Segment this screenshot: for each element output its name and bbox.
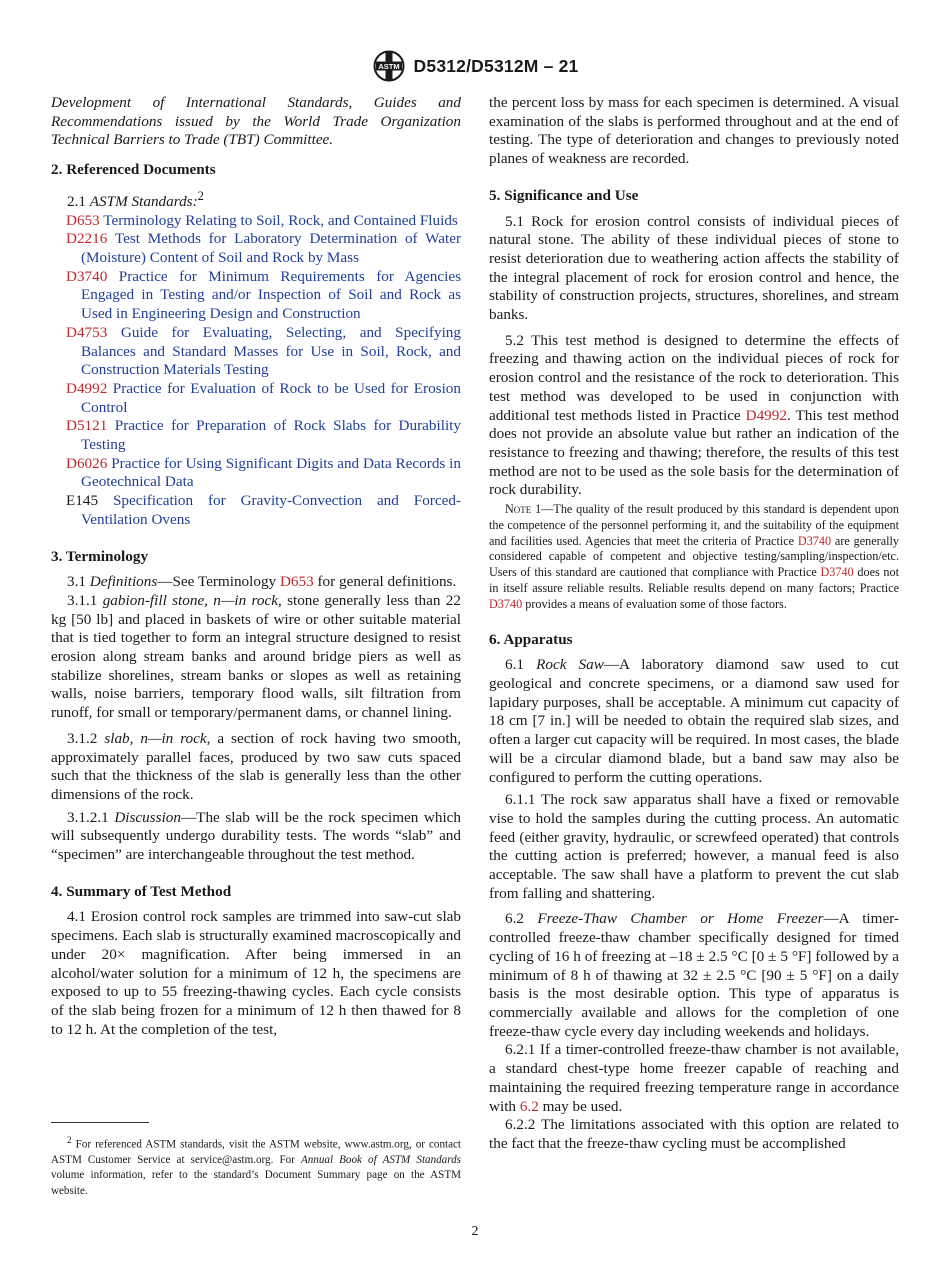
section-6-1-1: 6.1.1 The rock saw apparatus shall have a fixed or removable vise to hold the samples during the cutting process. An automatic feed (either gravity, hydraulic, or screwfeed operated) that controls the cutting action is preferred; however, a manual feed is also acceptable. The saw shall have a platform to prevent the cut slab from falling and shattering. <box>489 791 899 902</box>
right-column <box>489 94 899 1154</box>
reference-item <box>51 230 461 267</box>
section-2-heading: 2. Referenced Documents <box>51 161 216 179</box>
reference-item <box>51 492 461 529</box>
reference-title-link[interactable]: Practice for Using Significant Digits and Data Records in Geotechnical Data <box>81 454 461 491</box>
section-6-2-1: 6.2.1 If a timer-controlled freeze-thaw chamber is not available, a standard chest-type home freezer capable of reaching and maintaining the required freezing temperature range in accordance with 6.2 may be used. <box>489 1041 899 1115</box>
reference-item <box>51 455 461 492</box>
reference-code: E145 <box>66 492 99 510</box>
referenced-documents-list <box>51 212 461 530</box>
section-2-1: 2.1 ASTM Standards:$^2$ <box>67 188 204 210</box>
document-designation: D5312/D5312M – 21 <box>413 55 579 76</box>
section-5-1: 5.1 Rock for erosion control consists of individual pieces of natural stone. The ability of these individual pieces of stone to resist deterioration due to weathering action affects the stability of the integral placement of rock for erosion control and hence, the stability of construction projects, structures, shorelines, and stream banks. <box>489 212 899 324</box>
reference-title-link[interactable]: Practice for Preparation of Rock Slabs for Durability Testing <box>81 417 461 454</box>
reference-link[interactable]: D3740 <box>820 565 854 580</box>
section-link[interactable]: 6.2 <box>519 1097 539 1115</box>
page-number: 2 <box>471 1224 479 1239</box>
reference-code-link[interactable]: D3740 <box>66 267 108 285</box>
footnote-ref-2[interactable]: 2 <box>197 188 204 203</box>
section-3-1-2-1: 3.1.2.1 Discussion—The slab will be the rock specimen which will subsequently undergo durability tests. The words “slab” and “specimen” are interchangeable throughout the test method. <box>51 808 461 864</box>
reference-title-link[interactable]: Guide for Evaluating, Selecting, and Specifying Balances and Standard Masses for Use in Soil, Rock, and Construction Materials Testing <box>81 323 461 379</box>
footnote-2: $^2$ For referenced ASTM standards, visit the ASTM website, www.astm.org, or contact ASTM Customer Service at service@astm.org. For Annual Book of ASTM Standards volume information, refer to the standard’s Document Summary page on the ASTM website. <box>51 1136 461 1197</box>
astm-logo-icon <box>372 50 406 82</box>
reference-code-link[interactable]: D6026 <box>66 454 108 472</box>
reference-code-link[interactable]: D4992 <box>66 379 108 397</box>
section-4-heading: 4. Summary of Test Method <box>51 882 232 900</box>
reference-item <box>51 380 461 417</box>
left-column <box>51 94 461 1039</box>
section-4-1: 4.1 Erosion control rock samples are trimmed into saw-cut slab specimens. Each slab is structurally examined macroscopically and under 20× magnification. After being immersed in an alcohol/water solution for a minimum of 12 h, the specimens are exposed to up to 55 freezing-thawing cycles. Each cycle consists of the slab being frozen for a minimum of 12 h then thawed for 8 to 12 h. At the completion of the test, <box>51 908 461 1038</box>
reference-item <box>51 212 461 231</box>
note-1: Note 1—The quality of the result produced by this standard is dependent upon the competence of the personnel performing it, and the suitability of the equipment and facilities used. Agencies that meet the criteria of Practice D3740 are generally considered capable of competent and objective testing/sampling/inspection/etc. Users of this standard are cautioned that compliance with Practice D3740 does not in itself assure reliable results. Reliable results depend on many factors; Practice D3740 provides a means of evaluation some of those factors. <box>489 502 899 611</box>
note-label: Note <box>505 502 532 517</box>
section-3-1-1: 3.1.1 gabion-fill stone, n—in rock, stone generally less than 22 kg [50 lb] and placed in baskets of wire or other suitable material that is tied together to form an integral structure designed to resist erosion along stream banks and around bridge piers as well as stabilize shorelines, stream banks or slopes as well as retaining walls, noise barriers, temporary flood walls, silt filtration from runoff, for small or temporary/permanent dams, or channel lining. <box>51 591 461 722</box>
svg-text:ASTM: ASTM <box>377 62 400 72</box>
section-4-1-continued: the percent loss by mass for each specimen is determined. A visual examination of the slabs is performed throughout and at the end of testing. The type of deterioration and changes to previously noted planes of weakness are recorded. <box>489 94 899 168</box>
intro-paragraph: Development of International Standards, Guides and Recommendations issued by the World Trade Organization Technical Barriers to Trade (TBT) Committee. <box>51 94 461 149</box>
section-6-2-2: 6.2.2 The limitations associated with this option are related to the fact that the freeze-thaw cycling must be accomplished <box>489 1116 899 1152</box>
reference-title-link[interactable]: Terminology Relating to Soil, Rock, and Contained Fluids <box>99 211 458 229</box>
reference-title-link[interactable]: Specification for Gravity-Convection and Forced-Ventilation Ovens <box>81 492 461 528</box>
section-6-heading: 6. Apparatus <box>489 630 573 648</box>
reference-code-link[interactable]: D4753 <box>66 323 108 341</box>
reference-code-link[interactable]: D2216 <box>66 230 108 248</box>
reference-title-link[interactable]: Test Methods for Laboratory Determination of Water (Moisture) Content of Soil and Rock by Mass <box>81 230 461 266</box>
section-5-2: 5.2 This test method is designed to determine the effects of freezing and thawing action on the individual pieces of rock for erosion control and the resistance of the rock to deterioration. This test method was developed to be used in conjunction with additional test methods listed in Practice D4992. This test method does not provide an absolute value but rather an indication of the resistance to freezing and thawing; therefore, the results of this test method are not to be used as the sole basis for the determination of rock durability. <box>489 331 899 499</box>
reference-link[interactable]: D3740 <box>797 533 832 548</box>
reference-item <box>51 324 461 380</box>
reference-item <box>51 417 461 454</box>
reference-link[interactable]: D3740 <box>489 596 523 611</box>
footnote-divider <box>51 1122 149 1123</box>
section-3-1-2: 3.1.2 slab, n—in rock, a section of rock having two smooth, approximately parallel faces, produced by two saw cuts spaced such that the thickness of the slab is generally less than the other dimensions of the rock. <box>51 729 462 803</box>
section-3-1: 3.1 Definitions—See Terminology D653 for general definitions. <box>67 573 457 591</box>
section-6-1: 6.1 Rock Saw—A laboratory diamond saw used to cut geological and concrete specimens, or a diamond saw used for lapidary purposes, shall be acceptable. A minimum cut capacity of 18 cm [7 in.] will be needed to obtain the required slab sizes, and often a larger cut capacity will be required. In most cases, the blade will be a circular diamond blade, but a band saw may also be configured to perform the cutting operations. <box>489 656 900 786</box>
reference-title-link[interactable]: Practice for Minimum Requirements for Agencies Engaged in Testing and/or Inspection of Soil and Rock as Used in Engineering Design and Construction <box>81 267 461 323</box>
section-5-heading: 5. Significance and Use <box>489 186 639 204</box>
reference-title-link[interactable]: Practice for Evaluation of Rock to be Used for Erosion Control <box>81 379 461 416</box>
section-3-heading: 3. Terminology <box>51 547 149 565</box>
reference-code-link[interactable]: D653 <box>66 211 100 229</box>
reference-link[interactable]: D4992 <box>745 406 787 424</box>
page-header <box>0 50 950 82</box>
section-6-2: 6.2 Freeze-Thaw Chamber or Home Freezer—A timer-controlled freeze-thaw chamber specifically designed for timed cycling of 16 h of freezing at –18 ± 2.5 °C [0 ± 5 °F] followed by a minimum of 8 h of thawing at 32 ± 2.5 °C [90 ± 5 °F] on a daily basis is the most desirable option. This type of apparatus is commercially available and allows for the completion of one freeze-thaw cycle every day including weekends and holidays. <box>489 910 899 1040</box>
reference-code-link[interactable]: D5121 <box>66 417 108 435</box>
reference-item <box>51 268 461 324</box>
reference-link[interactable]: D653 <box>279 573 314 591</box>
